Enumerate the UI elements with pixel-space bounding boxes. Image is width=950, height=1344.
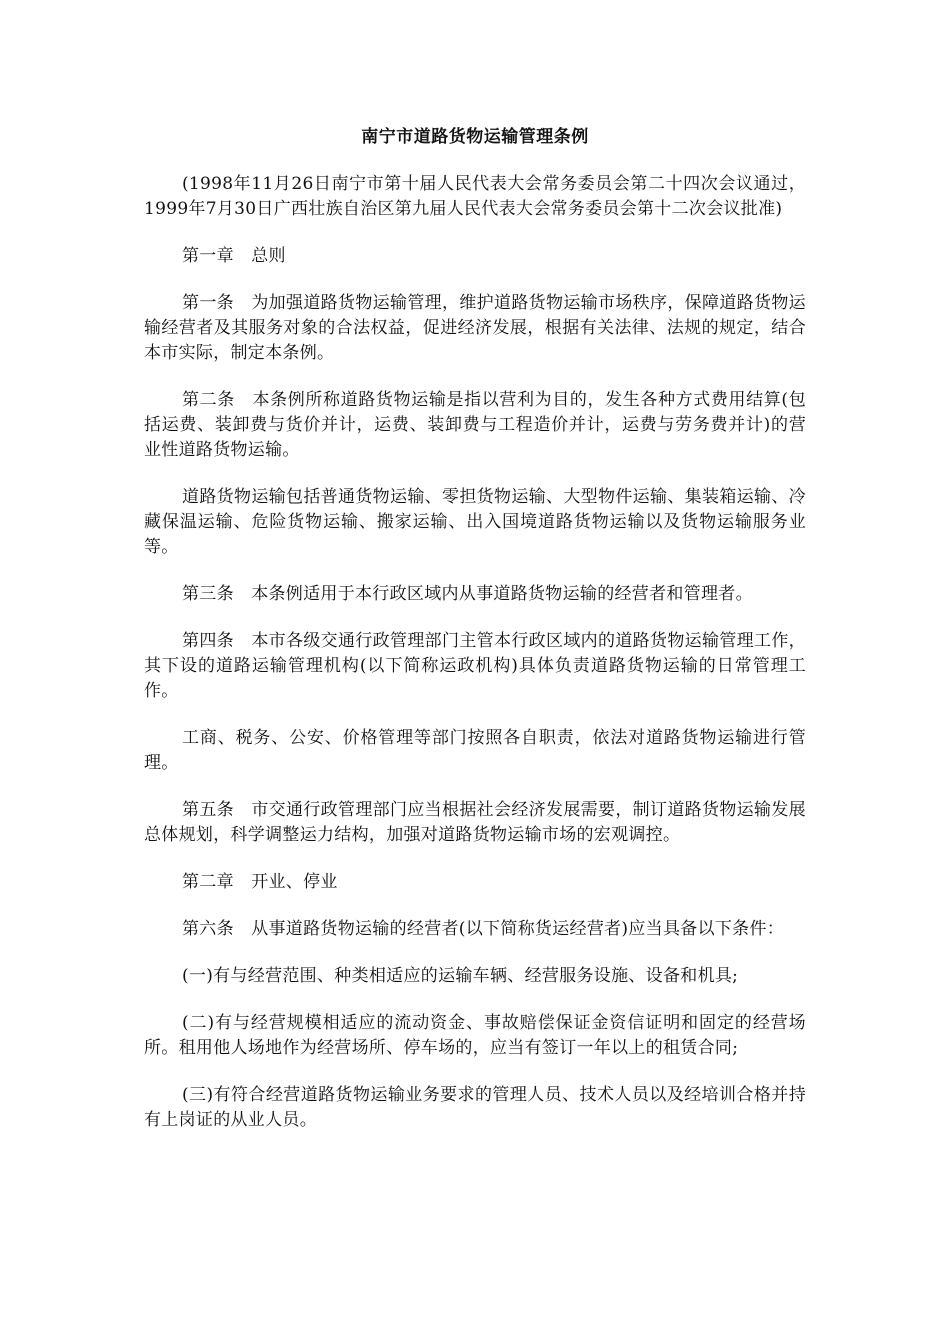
- article-6-item-1: (一)有与经营范围、种类相适应的运输车辆、经营服务设施、设备和机具;: [182, 966, 739, 986]
- document-preamble: (1998年11月26日南宁市第十届人民代表大会常务委员会第二十四次会议通过，1999年7月30日广西壮族自治区第九届人民代表大会常务委员会第十二次会议批准): [144, 174, 806, 219]
- article-6-item-2: (二)有与经营规模相适应的流动资金、事故赔偿保证金资信证明和固定的经营场所。租用他人场地作为经营场所、停车场的，应当有签订一年以上的租赁合同;: [144, 1013, 806, 1058]
- article-2: 第二条 本条例所称道路货物运输是指以营利为目的，发生各种方式费用结算(包括运费、装卸费与货价并计，运费、装卸费与工程造价并计，运费与劳务费并计)的营业性道路货物运输。: [144, 390, 806, 460]
- article-3: 第三条 本条例适用于本行政区域内从事道路货物运输的经营者和管理者。: [182, 584, 753, 604]
- article-6: 第六条 从事道路货物运输的经营者(以下简称货运经营者)应当具备以下条件：: [182, 919, 785, 939]
- article-6-item-3: (三)有符合经营道路货物运输业务要求的管理人员、技术人员以及经培训合格并持有上岗证的从业人员。: [144, 1085, 806, 1130]
- article-5: 第五条 市交通行政管理部门应当根据社会经济发展需要，制订道路货物运输发展总体规划，科学调整运力结构，加强对道路货物运输市场的宏观调控。: [144, 800, 806, 845]
- chapter-heading-1: 第一章 总则: [182, 246, 286, 266]
- article-2-paragraph-2: 道路货物运输包括普通货物运输、零担货物运输、大型物件运输、集装箱运输、冷藏保温运输、危险货物运输、搬家运输、出入国境道路货物运输以及货物运输服务业等。: [144, 487, 806, 557]
- article-1: 第一条 为加强道路货物运输管理，维护道路货物运输市场秩序，保障道路货物运输经营者及其服务对象的合法权益，促进经济发展，根据有关法律、法规的规定，结合本市实际，制定本条例。: [144, 293, 806, 363]
- article-4-paragraph-2: 工商、税务、公安、价格管理等部门按照各自职责，依法对道路货物运输进行管理。: [144, 728, 806, 773]
- document-title: 南宁市道路货物运输管理条例: [361, 127, 589, 147]
- article-4: 第四条 本市各级交通行政管理部门主管本行政区域内的道路货物运输管理工作，其下设的道路运输管理机构(以下简称运政机构)具体负责道路货物运输的日常管理工作。: [144, 631, 806, 701]
- document-body: [144, 125, 806, 1155]
- chapter-heading-2: 第二章 开业、停业: [182, 872, 338, 892]
